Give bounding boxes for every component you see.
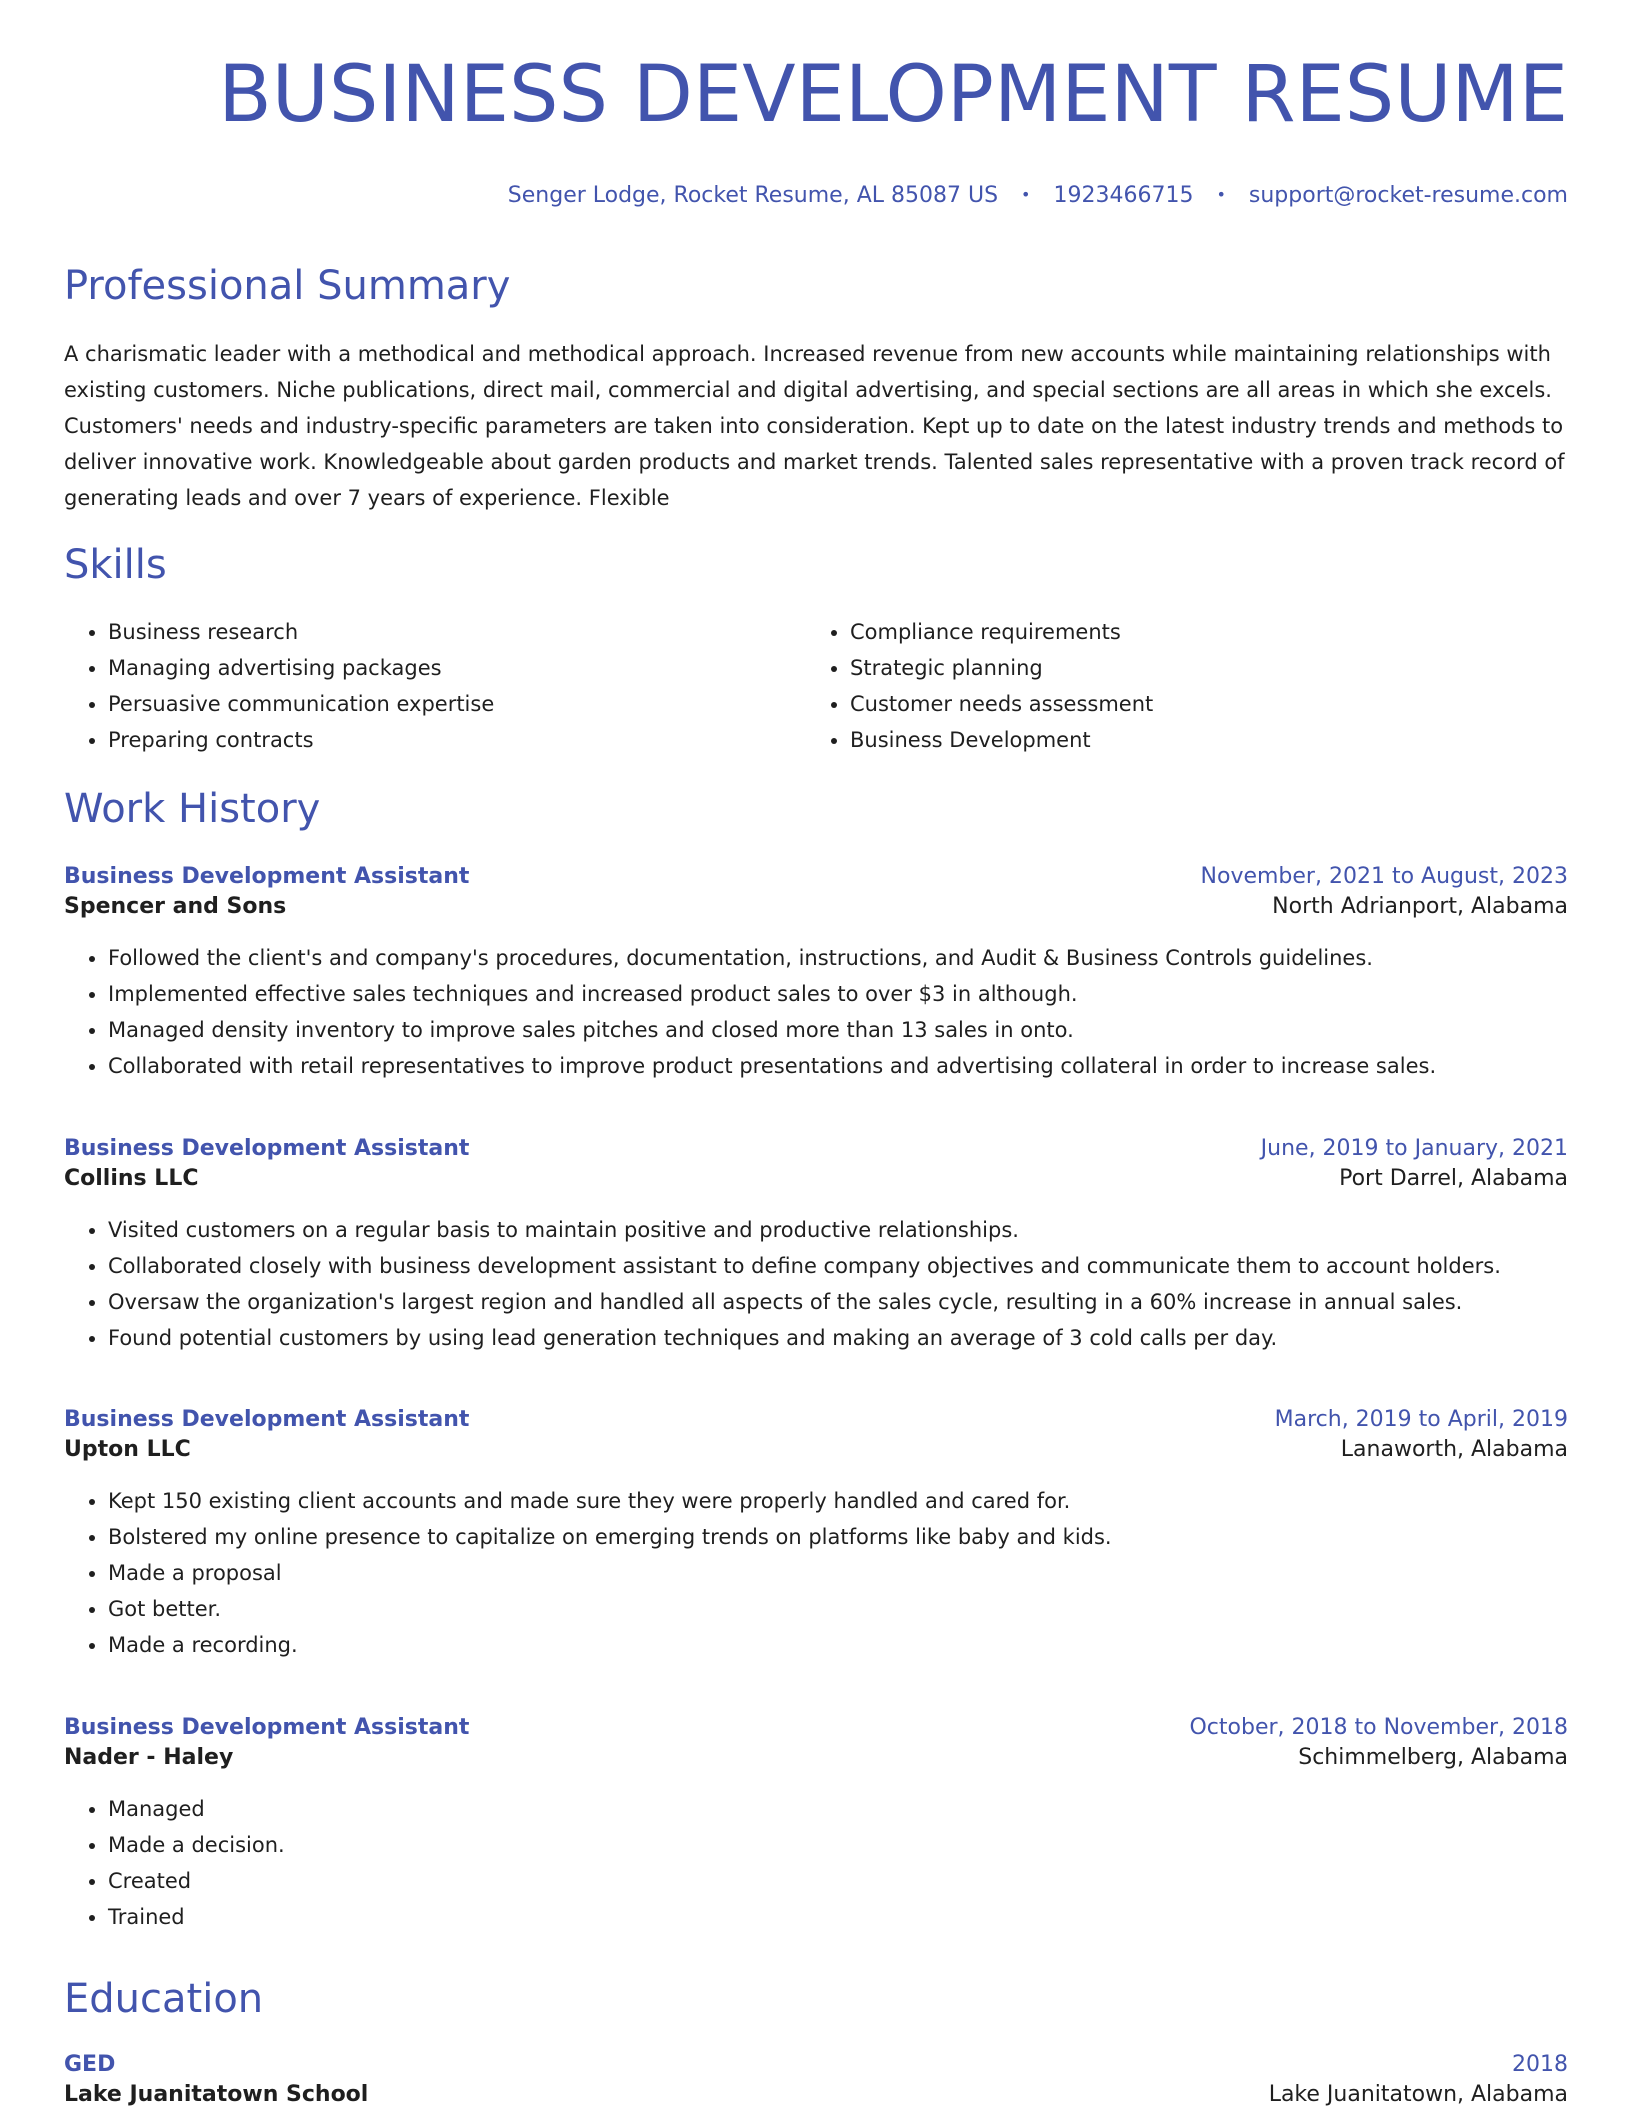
- job-bullet: • Kept 150 existing client accounts and made sure they were properly handled and cared for.: [108, 1483, 1568, 1519]
- job-bullets: [64, 1483, 1568, 1663]
- skill-item: • Managing advertising packages: [108, 650, 806, 686]
- skills-list: [64, 614, 1568, 758]
- contact-address: Senger Lodge, Rocket Resume, AL 85087 US: [507, 183, 999, 208]
- job-bullet: • Got better.: [108, 1591, 1568, 1627]
- job-entry: [64, 1405, 1568, 1663]
- job-bullet: • Implemented effective sales techniques and increased product sales to over $3 in although.: [108, 976, 1568, 1012]
- job-bullet: • Created: [108, 1863, 1568, 1899]
- skill-item: • Persuasive communication expertise: [108, 686, 806, 722]
- skill-item: • Business research: [108, 614, 806, 650]
- job-dates: March, 2019 to April, 2019: [1274, 1407, 1568, 1432]
- job-bullet: • Collaborated with retail representatives to improve product presentations and advertising collateral in order to increase sales.: [108, 1048, 1568, 1084]
- job-bullet: • Oversaw the organization's largest region and handled all aspects of the sales cycle, resulting in a 60% increase in annual sales.: [108, 1284, 1568, 1320]
- education-year: 2018: [1512, 2052, 1568, 2077]
- job-title: Business Development Assistant: [64, 864, 470, 889]
- job-bullet: • Managed: [108, 1791, 1568, 1827]
- skills-heading: Skills: [64, 542, 167, 588]
- skill-item: • Compliance requirements: [850, 614, 1548, 650]
- job-location: Port Darrel, Alabama: [1339, 1166, 1568, 1191]
- contact-separator: •: [1216, 185, 1226, 204]
- job-title: Business Development Assistant: [64, 1136, 470, 1161]
- skills-column-right: [806, 614, 1548, 758]
- work-history-heading: Work History: [64, 786, 321, 832]
- job-dates: June, 2019 to January, 2021: [1260, 1136, 1568, 1161]
- job-bullet: • Made a decision.: [108, 1827, 1568, 1863]
- job-bullet: • Made a proposal: [108, 1555, 1568, 1591]
- job-company: Nader - Haley: [64, 1745, 234, 1770]
- job-bullets: [64, 940, 1568, 1084]
- summary-heading: Professional Summary: [64, 263, 511, 309]
- job-bullets: [64, 1791, 1568, 1935]
- skill-item: • Strategic planning: [850, 650, 1548, 686]
- job-bullet: • Bolstered my online presence to capitalize on emerging trends on platforms like baby and kids.: [108, 1519, 1568, 1555]
- job-bullet: • Made a recording.: [108, 1627, 1568, 1663]
- skill-item: • Customer needs assessment: [850, 686, 1548, 722]
- job-company: Upton LLC: [64, 1437, 191, 1462]
- job-title: Business Development Assistant: [64, 1407, 470, 1432]
- job-location: Schimmelberg, Alabama: [1298, 1745, 1568, 1770]
- job-bullet: • Found potential customers by using lead generation techniques and making an average of 3 cold calls per day.: [108, 1320, 1568, 1356]
- job-dates: November, 2021 to August, 2023: [1200, 864, 1568, 889]
- job-company: Collins LLC: [64, 1166, 199, 1191]
- education-degree: GED: [64, 2052, 116, 2077]
- job-bullet: • Visited customers on a regular basis to maintain positive and productive relationships.: [108, 1212, 1568, 1248]
- job-bullet: • Managed density inventory to improve sales pitches and closed more than 13 sales in onto.: [108, 1012, 1568, 1048]
- contact-line: [508, 183, 1568, 208]
- contact-phone: 1923466715: [1053, 183, 1194, 208]
- summary-text: A charismatic leader with a methodical and methodical approach. Increased revenue from new accounts while maintaining relationships with existing customers. Niche publications, direct mail, commercial and digital advertising, and special sections are all areas in which she excels. Customers' needs and industry-specific parameters are taken into consideration. Kept up to date on the latest industry trends and methods to deliver innovative work. Knowledgeable about garden products and market trends. Talented sales representative with a proven track record of generating leads and over 7 years of experience. Flexible: [64, 342, 1565, 510]
- job-entry: [64, 1713, 1568, 1935]
- job-location: Lanaworth, Alabama: [1340, 1437, 1568, 1462]
- job-company: Spencer and Sons: [64, 894, 287, 919]
- skills-column-left: [64, 614, 806, 758]
- education-heading: Education: [64, 1976, 264, 2022]
- job-title: Business Development Assistant: [64, 1715, 470, 1740]
- job-bullet: • Trained: [108, 1899, 1568, 1935]
- contact-email: support@rocket-resume.com: [1248, 183, 1568, 208]
- resume-title: BUSINESS DEVELOPMENT RESUME: [218, 50, 1568, 140]
- job-bullet: • Collaborated closely with business development assistant to define company objectives and communicate them to account holders.: [108, 1248, 1568, 1284]
- education-location: Lake Juanitatown, Alabama: [1268, 2082, 1568, 2107]
- job-location: North Adrianport, Alabama: [1272, 894, 1568, 919]
- job-dates: October, 2018 to November, 2018: [1189, 1715, 1568, 1740]
- skill-item: • Business Development: [850, 722, 1548, 758]
- skill-item: • Preparing contracts: [108, 722, 806, 758]
- education-entry: [64, 2050, 1568, 2110]
- job-entry: [64, 862, 1568, 1084]
- contact-separator: •: [1021, 185, 1031, 204]
- job-bullets: [64, 1212, 1568, 1356]
- job-entry: [64, 1134, 1568, 1356]
- education-school: Lake Juanitatown School: [64, 2082, 369, 2107]
- job-bullet: • Followed the client's and company's procedures, documentation, instructions, and Audit & Business Controls guidelines.: [108, 940, 1568, 976]
